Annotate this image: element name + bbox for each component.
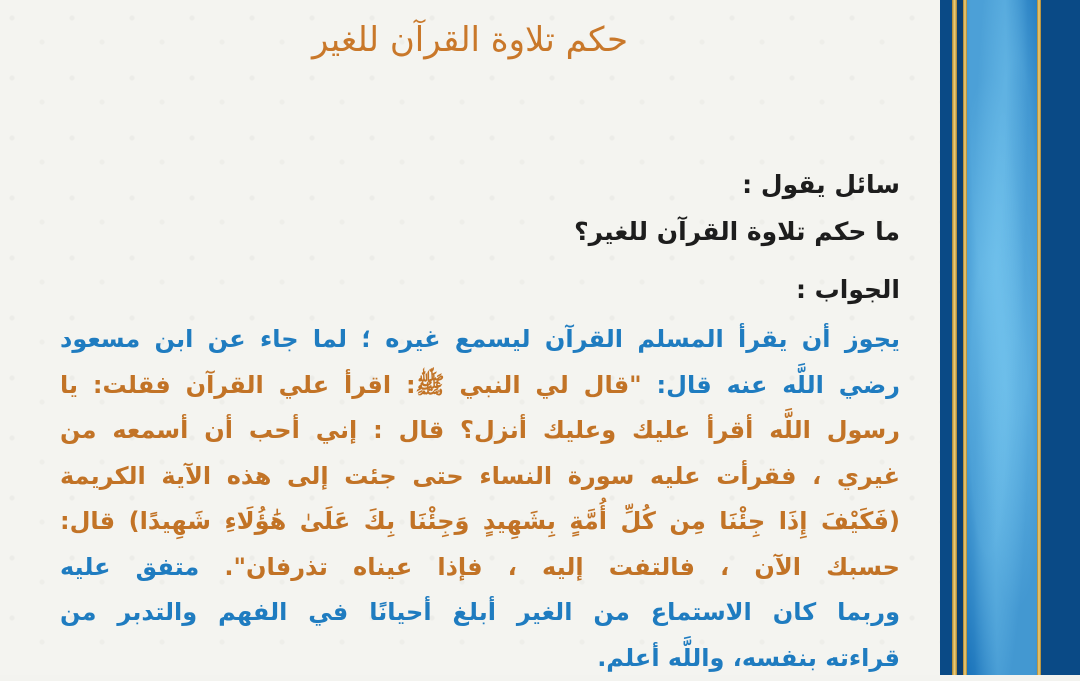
answer-segment: قراءته بنفسه، واللَّه أعلم. [597,644,900,672]
answer-line [60,590,900,636]
answer-segment: "قال لي النبي ﷺ: اقرأ علي القرآن فقلت: يا [60,371,642,399]
decorative-border [940,0,1080,675]
answer-segment: (فَكَيْفَ إِذَا جِئْنَا مِن كُلِّ أُمَّةٍ بِشَهِيدٍ وَجِئْنَا بِكَ عَلَىٰ هَٰؤُلَاءِ شَهِيدًا) قال: [60,507,900,535]
answer-line [60,636,900,681]
answer-segment: رسول اللَّه أقرأ عليك وعليك أنزل؟ قال : إني أحب أن أسمعه من [60,416,900,444]
answer-segment: غيري ، فقرأت عليه سورة النساء حتى جئت إلى هذه الآية الكريمة [60,462,900,490]
answer-line [60,454,900,500]
fatwa-content [40,0,900,675]
answer-segment: متفق عليه [60,553,199,581]
page-title: حكم تلاوة القرآن للغير [40,16,900,64]
border-ornament-panel [967,0,1037,675]
answer-label: الجواب : [796,268,900,312]
answer-segment: حسبك الآن ، فالتفت إليه ، فإذا عيناه تذرفان". [199,553,900,581]
answer-segment: يجوز أن يقرأ المسلم القرآن ليسمع غيره ؛ لما جاء عن ابن مسعود [60,325,900,353]
question-label: سائل يقول : [742,163,900,207]
answer-line [60,408,900,454]
border-outer-band [1041,0,1080,675]
question-text: ما حكم تلاوة القرآن للغير؟ [574,210,900,254]
answer-segment: وربما كان الاستماع من الغير أبلغ أحيانًا في الفهم والتدبر من [60,598,900,626]
answer-line [60,317,900,363]
answer-line [60,363,900,409]
answer-line [60,499,900,545]
answer-line [60,545,900,591]
border-outer-band [940,0,952,675]
answer-body [60,317,900,681]
answer-segment: رضي اللَّه عنه قال: [642,371,900,399]
